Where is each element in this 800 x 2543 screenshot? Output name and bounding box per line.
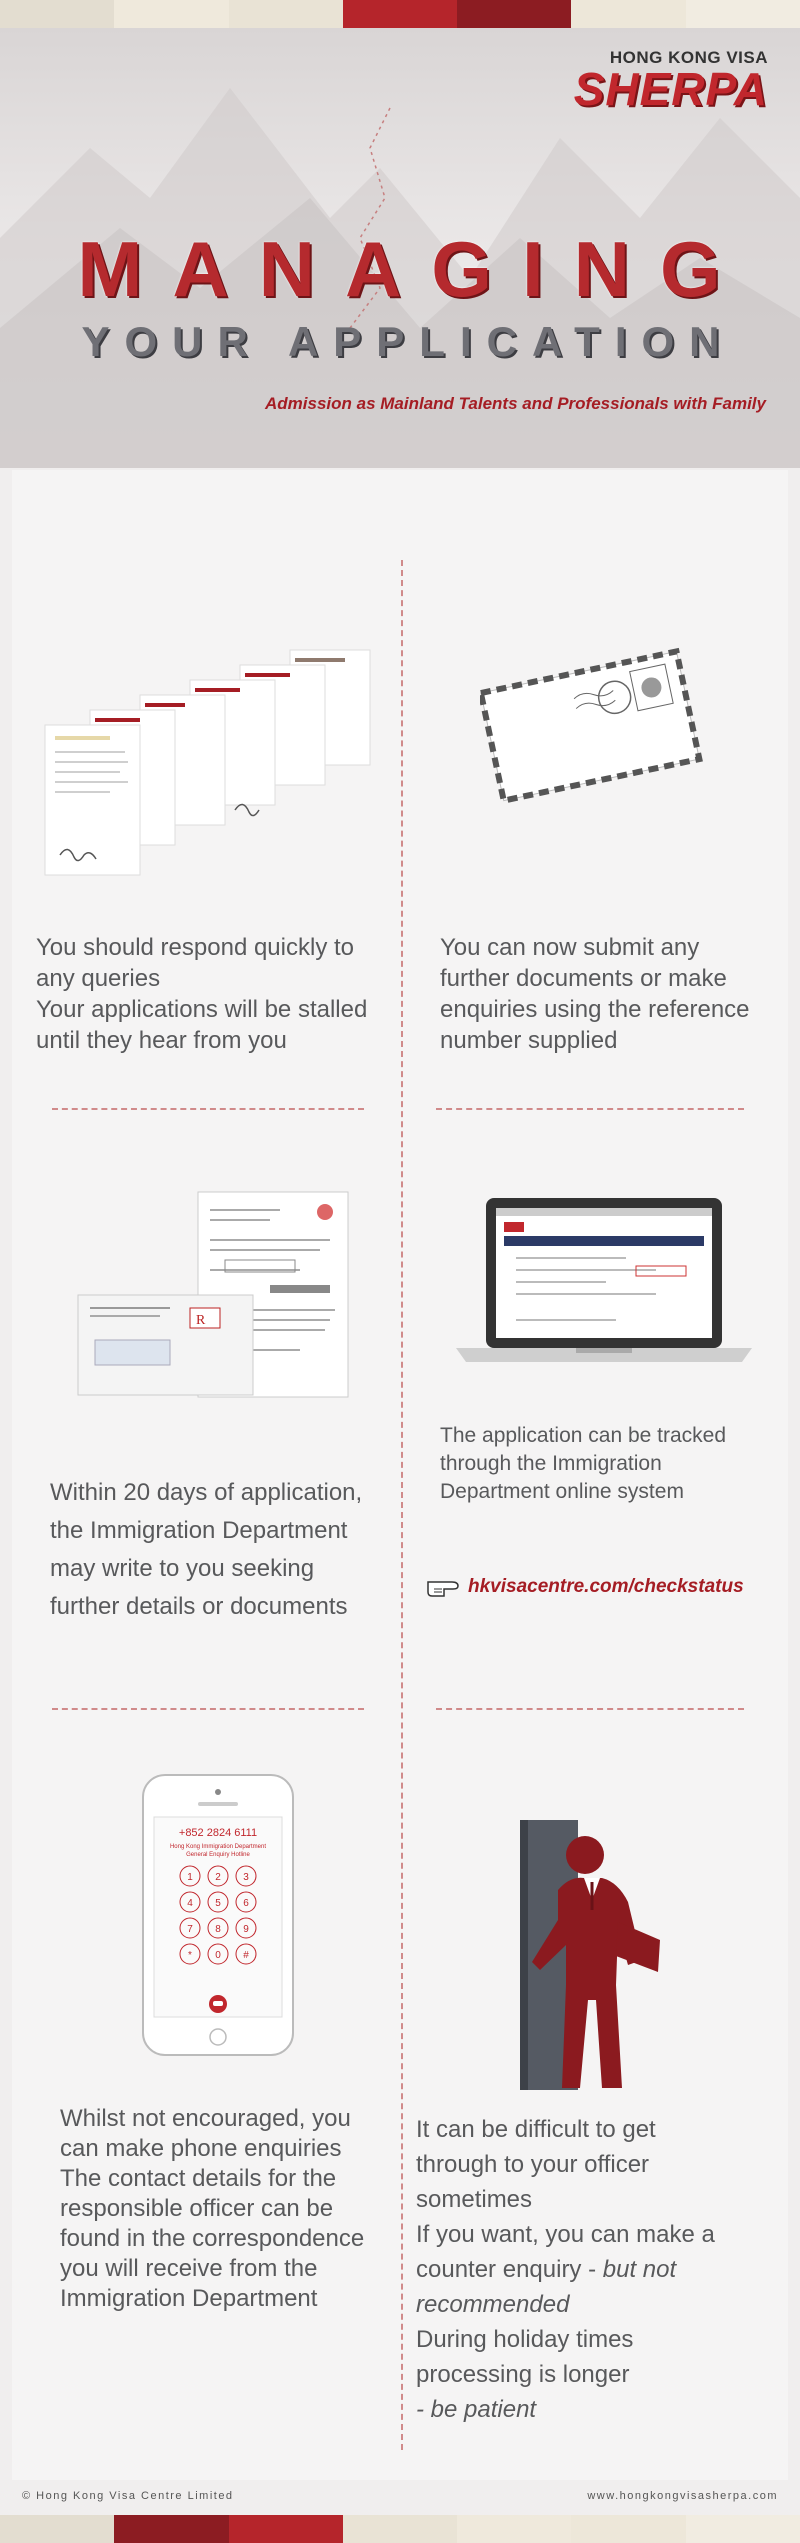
phone-caption-2: General Enquiry Hotline bbox=[186, 1852, 250, 1858]
tracked-online-text: The application can be tracked through the Immigration Department online system bbox=[440, 1424, 727, 1503]
smartphone-icon bbox=[140, 1772, 300, 2062]
pointing-hand-icon bbox=[426, 1576, 460, 1598]
keypad-key-label: 2 bbox=[215, 1872, 221, 1883]
bottom-color-stripe bbox=[0, 2515, 800, 2543]
page-title: MANAGING bbox=[77, 225, 751, 313]
footer bbox=[0, 2478, 800, 2515]
center-divider bbox=[401, 560, 403, 2450]
copyright-text: © Hong Kong Visa Centre Limited bbox=[22, 2490, 234, 2502]
row-divider bbox=[52, 1108, 364, 1110]
keypad-key-label: 3 bbox=[243, 1872, 249, 1883]
keypad-key-label: 7 bbox=[187, 1924, 193, 1935]
row-divider bbox=[52, 1708, 364, 1710]
keypad-key-label: 8 bbox=[215, 1924, 221, 1935]
phone-enquiry-text: Whilst not encouraged, you can make phone enquiries The contact details for the responsible officer can be found in the correspondence you will receive from the Immigration Department bbox=[60, 2105, 365, 2312]
respond-quickly-text: You should respond quickly to any queries Your applications will be stalled until they hear from you bbox=[36, 934, 368, 1054]
page-title-secondary: YOUR APPLICATION bbox=[81, 318, 735, 365]
logo-top-text: HONG KONG VISA bbox=[609, 48, 768, 67]
keypad-key-label: 6 bbox=[243, 1898, 249, 1909]
page-subtitle: Admission as Mainland Talents and Professionals with Family bbox=[265, 394, 766, 413]
check-status-link-row[interactable] bbox=[426, 1576, 744, 1598]
phone-caption-1: Hong Kong Immigration Department bbox=[169, 1844, 267, 1850]
letter-icon bbox=[70, 1190, 370, 1410]
svg-text:R: R bbox=[196, 1313, 206, 1328]
row-divider bbox=[436, 1708, 744, 1710]
counter-enquiry-text: It can be difficult to get through to your officer sometimes If you want, you can make a counter enquiry - but not recommended During holiday times processing is longer - be patient bbox=[416, 2116, 715, 2423]
twenty-days-text: Within 20 days of application, the Immigration Department may write to you seeking further details or documents bbox=[50, 1479, 363, 1620]
documents-icon bbox=[40, 640, 400, 890]
laptop-icon bbox=[456, 1196, 756, 1366]
phone-number: +852 2824 6111 bbox=[178, 1827, 258, 1839]
logo bbox=[573, 48, 768, 115]
website-url[interactable]: www.hongkongvisasherpa.com bbox=[587, 2490, 778, 2502]
top-color-stripe bbox=[0, 0, 800, 28]
businessman-door-icon bbox=[500, 1810, 680, 2100]
row-divider bbox=[436, 1108, 744, 1110]
submit-documents-text: You can now submit any further documents or make enquiries using the reference number supplied bbox=[440, 934, 750, 1054]
check-status-link[interactable]: hkvisacentre.com/checkstatus bbox=[468, 1576, 744, 1597]
keypad-key-label: 4 bbox=[187, 1898, 193, 1909]
keypad-key-label: 5 bbox=[215, 1898, 221, 1909]
header-banner bbox=[0, 28, 800, 468]
keypad-key-label: * bbox=[188, 1950, 192, 1961]
keypad-key-label: # bbox=[243, 1950, 249, 1961]
keypad-key-label: 1 bbox=[187, 1872, 193, 1883]
keypad-key-label: 0 bbox=[215, 1950, 221, 1961]
keypad-key-label: 9 bbox=[243, 1924, 249, 1935]
logo-main-text: SHERPA bbox=[573, 63, 768, 115]
envelope-icon bbox=[480, 640, 710, 810]
